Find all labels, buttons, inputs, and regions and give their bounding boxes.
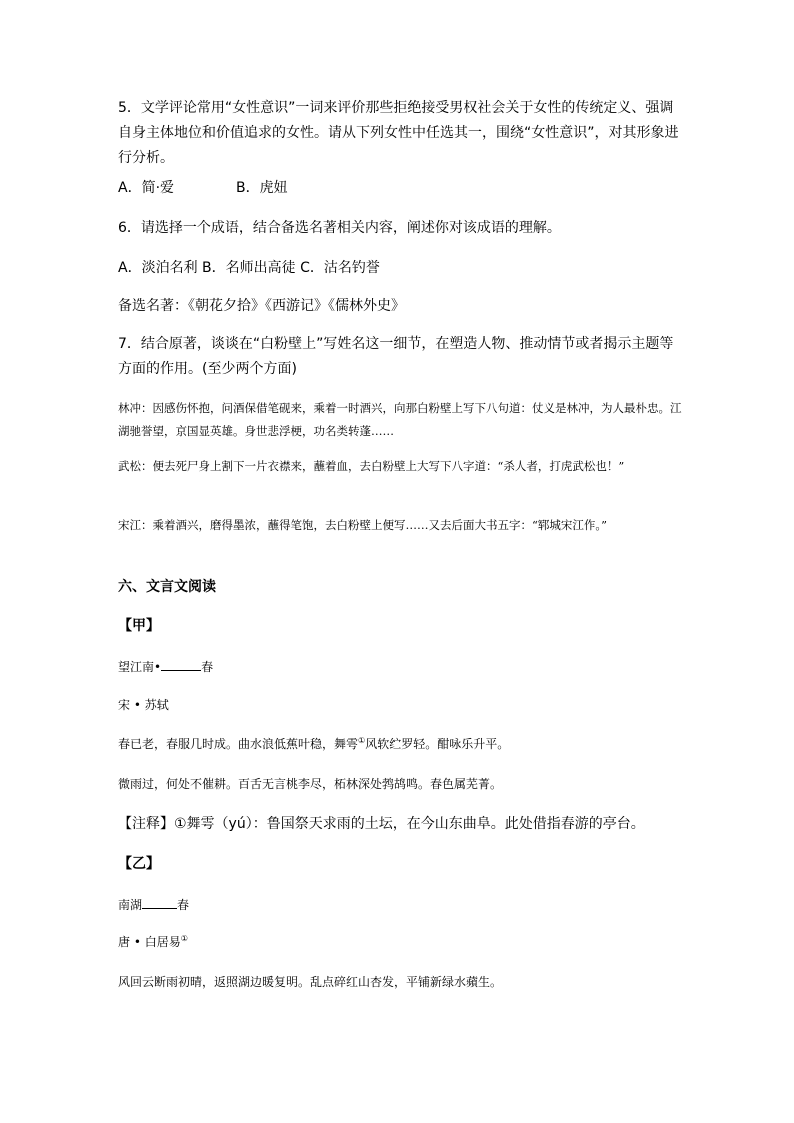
poem-yi-title-prefix: 南湖: [118, 898, 143, 912]
poem-jia-line-2: 微雨过，何处不催耕。百舌无言桃李尽，柘林深处鹁鸪鸣。春色属芜菁。: [118, 777, 503, 791]
question-5-options: [118, 176, 684, 201]
question-6-text: 6．请选择一个成语，结合备选名著相关内容，阐述你对该成语的理解。: [118, 220, 561, 236]
question-5-text: 5．文学评论常用“女性意识”一词来评价那些拒绝接受男权社会关于女性的传统定义、强调自身主体地位和价值追求的女性。请从下列女性中任选其一，围绕“女性意识”，对其形象进行分析。: [118, 100, 679, 166]
option-a: A．简·爱: [118, 180, 175, 196]
poem-yi-author: [118, 932, 684, 952]
annotation-note: 【注释】①舞雩（yú）：鲁国祭天求雨的土坛，在今山东曲阜。此处借指春游的亭台。: [118, 816, 645, 832]
poem-yi-title: [118, 895, 684, 915]
poem-jia-line-1: [118, 734, 684, 754]
label-jia: 【甲】: [118, 618, 160, 634]
blank-line: [142, 896, 177, 909]
blank-line: [161, 658, 201, 671]
poem-jia-title-suffix: 春: [201, 660, 214, 674]
poem-yi-title-suffix: 春: [177, 898, 190, 912]
quote-lin-chong: 林冲：因感伤怀抱，问酒保借笔砚来，乘着一时酒兴，向那白粉壁上写下八句道：仗义是林冲，为人最朴忠。江湖驰誉望，京国显英雄。身世悲浮梗，功名类转蓬……: [118, 401, 682, 438]
quote-song-jiang: 宋江：乘着酒兴，磨得墨浓，蘸得笔饱，去白粉壁上便写……又去后面大书五字：“郓城宋江作。”: [118, 518, 608, 532]
option-b: B．虎妞: [236, 180, 288, 196]
label-yi: 【乙】: [118, 856, 160, 872]
poem-yi-line-1: 风回云断雨初晴，返照湖边暖复明。乱点碎红山杏发，平铺新绿水蘋生。: [118, 975, 503, 989]
footnote-mark: ①: [180, 934, 188, 943]
poem-jia-line-1-part-a: 春已老，春服几时成。曲水浪低蕉叶稳，舞雩: [118, 737, 359, 751]
poem-yi-author-name: 唐 • 白居易: [118, 935, 181, 949]
poem-jia-title-prefix: 望江南•: [118, 660, 162, 674]
poem-jia-title: [118, 657, 684, 677]
quote-wu-song: 武松：便去死尸身上割下一片衣襟来，蘸着血，去白粉壁上大写下八字道：“杀人者，打虎武松也！”: [118, 459, 625, 473]
question-6-books: 备选名著：《朝花夕拾》《西游记》《儒林外史》: [118, 298, 405, 314]
poem-jia-line-1-part-b: 风软纻罗轻。酣咏乐升平。: [365, 737, 510, 751]
section-heading: 六、文言文阅读: [118, 579, 216, 595]
question-7-text: 7．结合原著，谈谈在“白粉壁上”写姓名这一细节，在塑造人物、推动情节或者揭示主题等方面的作用。(至少两个方面): [118, 336, 674, 377]
question-6-options: A．淡泊名利 B．名师出高徒 C．沽名钓誉: [118, 260, 380, 276]
footnote-mark: ①: [358, 736, 366, 745]
poem-jia-author: 宋 • 苏轼: [118, 698, 169, 712]
